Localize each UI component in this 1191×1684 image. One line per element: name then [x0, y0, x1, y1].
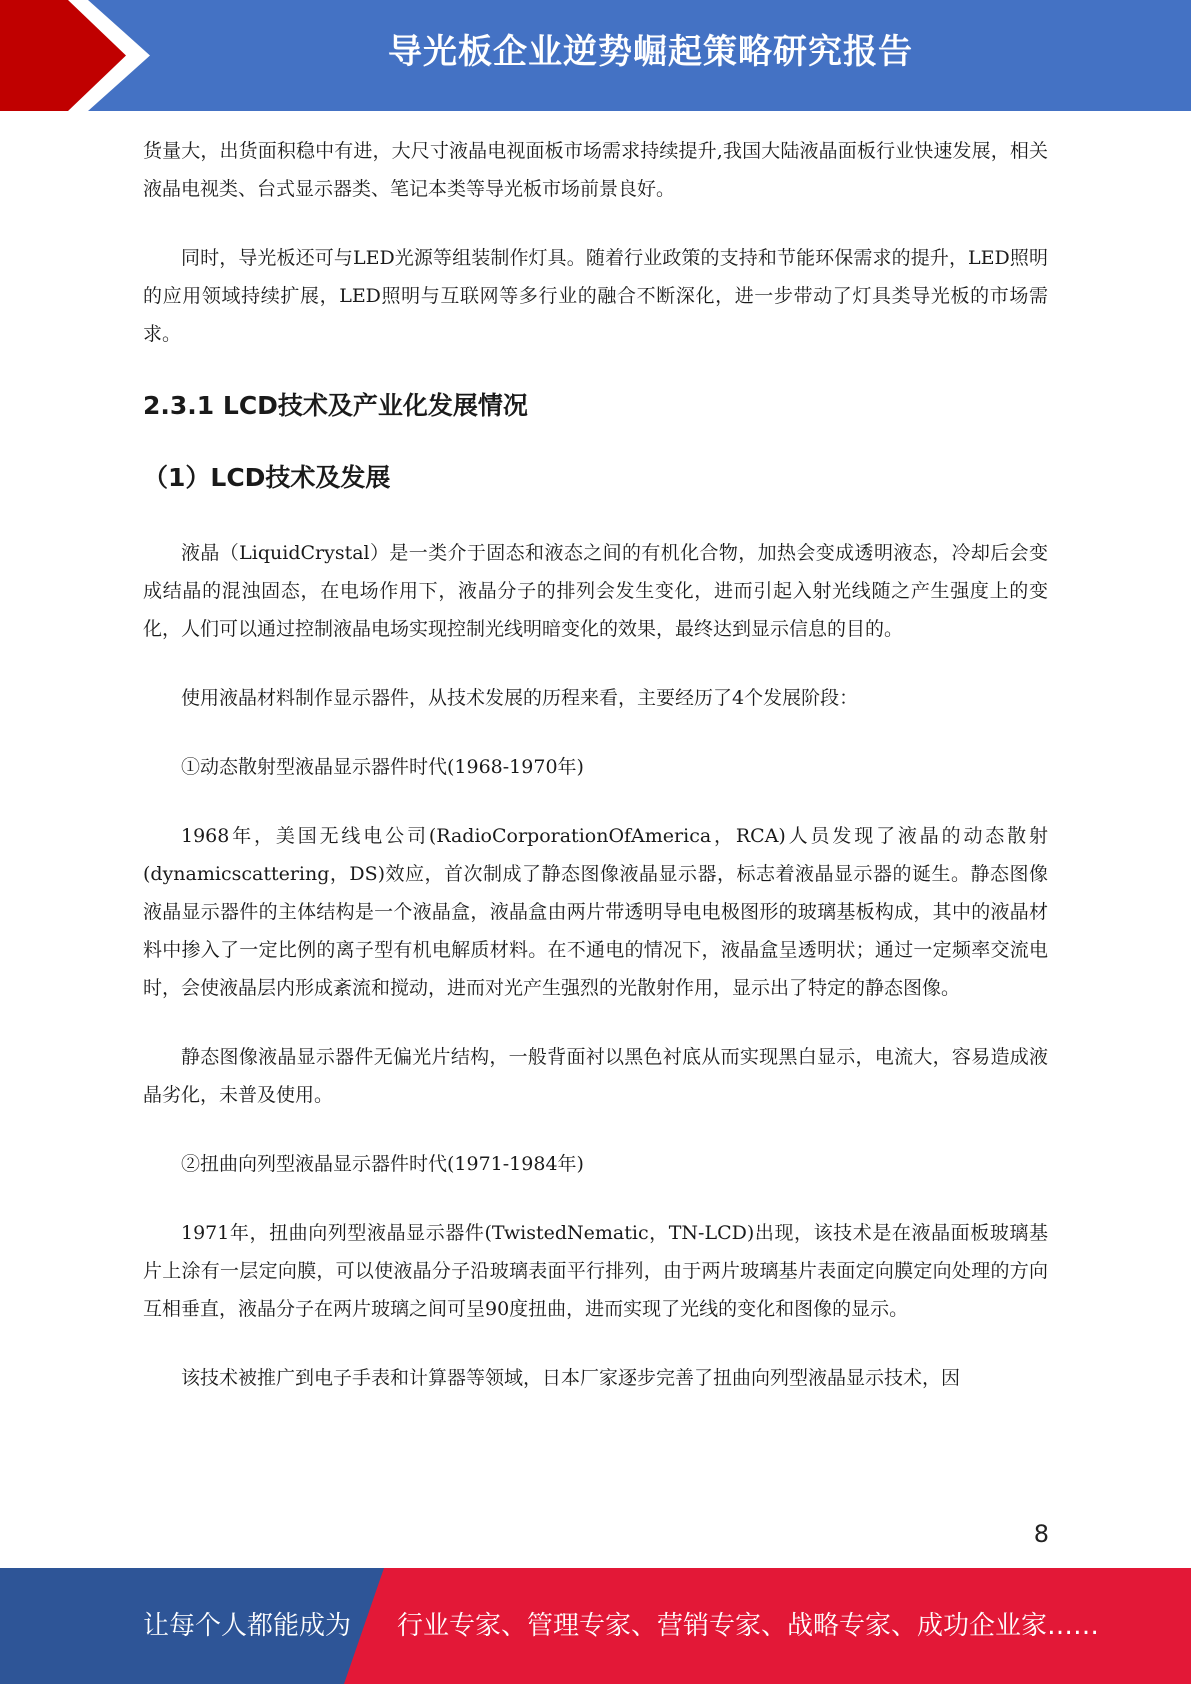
paragraph: 货量大，出货面积稳中有进，大尺寸液晶电视面板市场需求持续提升,我国大陆液晶面板行业快速发展，相关液晶电视类、台式显示器类、笔记本类等导光板市场前景良好。	[143, 140, 1048, 200]
page-number: 8	[1033, 1520, 1049, 1548]
section-heading: 2.3.1 LCD技术及产业化发展情况	[143, 391, 528, 420]
subsection-heading: （1）LCD技术及发展	[143, 463, 391, 492]
page-content	[143, 132, 1048, 1428]
paragraph: ①动态散射型液晶显示器件时代(1968-1970年)	[181, 756, 584, 778]
footer-banner	[0, 1568, 1191, 1684]
paragraph: 同时，导光板还可与LED光源等组装制作灯具。随着行业政策的支持和节能环保需求的提升，LED照明的应用领域持续扩展，LED照明与互联网等多行业的融合不断深化，进一步带动了灯具类导光板的市场需求。	[143, 247, 1048, 345]
paragraph: 液晶（LiquidCrystal）是一类介于固态和液态之间的有机化合物，加热会变成透明液态，冷却后会变成结晶的混浊固态，在电场作用下，液晶分子的排列会发生变化，进而引起入射光线随之产生强度上的变化，人们可以通过控制液晶电场实现控制光线明暗变化的效果，最终达到显示信息的目的。	[143, 542, 1048, 640]
paragraph: 使用液晶材料制作显示器件，从技术发展的历程来看，主要经历了4个发展阶段：	[181, 687, 859, 709]
paragraph: 该技术被推广到电子手表和计算器等领域，日本厂家逐步完善了扭曲向列型液晶显示技术，因	[181, 1367, 961, 1389]
footer-slogan-right: 行业专家、管理专家、营销专家、战略专家、成功企业家……	[397, 1611, 1100, 1641]
paragraph: 1968年，美国无线电公司(RadioCorporationOfAmerica，RCA)人员发现了液晶的动态散射(dynamicscattering，DS)效应，首次制成了静态图像液晶显示器，标志着液晶显示器的诞生。静态图像液晶显示器件的主体结构是一个液晶盒，液晶盒由两片带透明导电电极图形的玻璃基板构成，其中的液晶材料中掺入了一定比例的离子型有机电解质材料。在不通电的情况下，液晶盒呈透明状；通过一定频率交流电时，会使液晶层内形成紊流和搅动，进而对光产生强烈的光散射作用，显示出了特定的静态图像。	[143, 825, 1048, 999]
footer-slogan-left: 让每个人都能成为	[143, 1611, 352, 1641]
paragraph: 静态图像液晶显示器件无偏光片结构，一般背面衬以黑色衬底从而实现黑白显示，电流大，容易造成液晶劣化，未普及使用。	[143, 1046, 1048, 1106]
report-header-banner	[0, 0, 1191, 111]
paragraph: ②扭曲向列型液晶显示器件时代(1971-1984年)	[181, 1153, 584, 1175]
report-title: 导光板企业逆势崛起策略研究报告	[388, 32, 913, 72]
paragraph: 1971年，扭曲向列型液晶显示器件(TwistedNematic，TN-LCD)出现，该技术是在液晶面板玻璃基片上涂有一层定向膜，可以使液晶分子沿玻璃表面平行排列，由于两片玻璃基片表面定向膜定向处理的方向互相垂直，液晶分子在两片玻璃之间可呈90度扭曲，进而实现了光线的变化和图像的显示。	[143, 1222, 1048, 1320]
